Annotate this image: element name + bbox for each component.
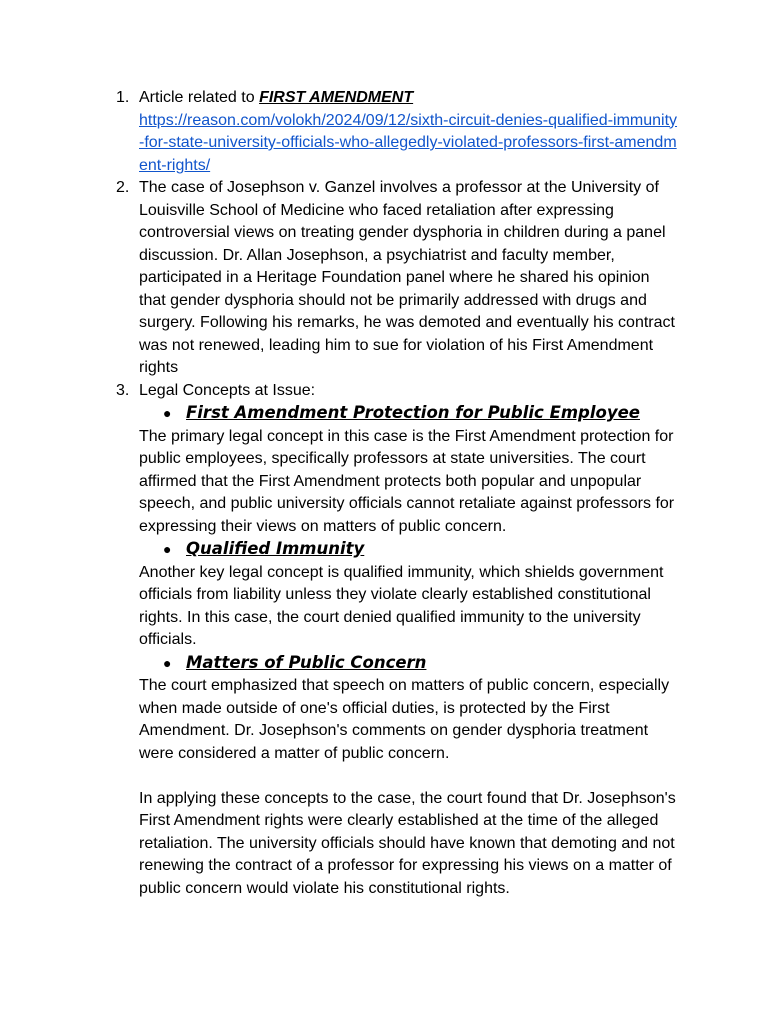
- concept-title: Matters of Public Concern: [186, 652, 427, 672]
- case-summary: The case of Josephson v. Ganzel involves a professor at the University of Louisville School of Medicine who faced retaliation after expressing controversial views on treating gender dysphoria in children during a panel discussion. Dr. Allan Josephson, a psychiatrist and faculty member, participated in a Heritage Foundation panel where he shared his opinion that gender dysphoria should not be primarily addressed with drugs and surgery. Following his remarks, he was demoted and eventually his contract was not renewed, leading him to sue for violation of his First Amendment rights: [139, 179, 675, 376]
- bullet-icon: ●: [163, 405, 172, 421]
- conclusion-paragraph: In applying these concepts to the case, the court found that Dr. Josephson's First Amendment rights were clearly established at the time of the alleged retaliation. The university officials should have known that demoting and not renewing the contract of a professor for expressing his views on a matter of public concern would violate his constitutional rights.: [139, 789, 676, 897]
- list-item-1: [116, 87, 679, 177]
- bullet-icon: ●: [163, 541, 172, 557]
- concept-body: The court emphasized that speech on matters of public concern, especially when made outside of one's official duties, is protected by the First Amendment. Dr. Josephson's comments on gender dysphoria treatment were considered a matter of public concern.: [139, 677, 670, 762]
- document-body: [116, 87, 679, 900]
- bullet-icon: ●: [163, 654, 172, 671]
- concept-title: First Amendment Protection for Public Employee: [186, 403, 640, 422]
- list-item-3: [116, 380, 679, 403]
- article-link[interactable]: https://reason.com/volokh/2024/09/12/sixth-circuit-denies-qualified-immunity-for-state-university-officials-who-allegedly-violated-professors-first-amendment-rights/: [139, 111, 678, 174]
- concept-title: Qualified Immunity: [186, 539, 365, 558]
- list-number: 2.: [116, 179, 130, 196]
- list-item-2: [116, 177, 679, 380]
- concept-body: Another key legal concept is qualified immunity, which shields government officials from liability unless they violate clearly established constitutional rights. In this case, the court denied qualified immunity to the university officials.: [139, 563, 664, 648]
- concept-bullet: [139, 538, 679, 562]
- first-amendment-emphasis: FIRST AMENDMENT: [259, 89, 414, 106]
- paragraph-spacer: [139, 765, 679, 788]
- concept-body: The primary legal concept in this case is the First Amendment protection for public employees, specifically professors at state universities. The court affirmed that the First Amendment protects both popular and unpopular speech, and public university officials cannot retaliate against professors for expressing their views on matters of public concern.: [139, 427, 675, 535]
- concept-bullet: [139, 402, 679, 426]
- concept-bullet: [139, 652, 679, 676]
- legal-concepts-heading: Legal Concepts at Issue:: [139, 381, 316, 399]
- list-number: 3.: [116, 381, 130, 399]
- list-number: 1.: [116, 89, 130, 106]
- article-intro: Article related to: [139, 89, 260, 106]
